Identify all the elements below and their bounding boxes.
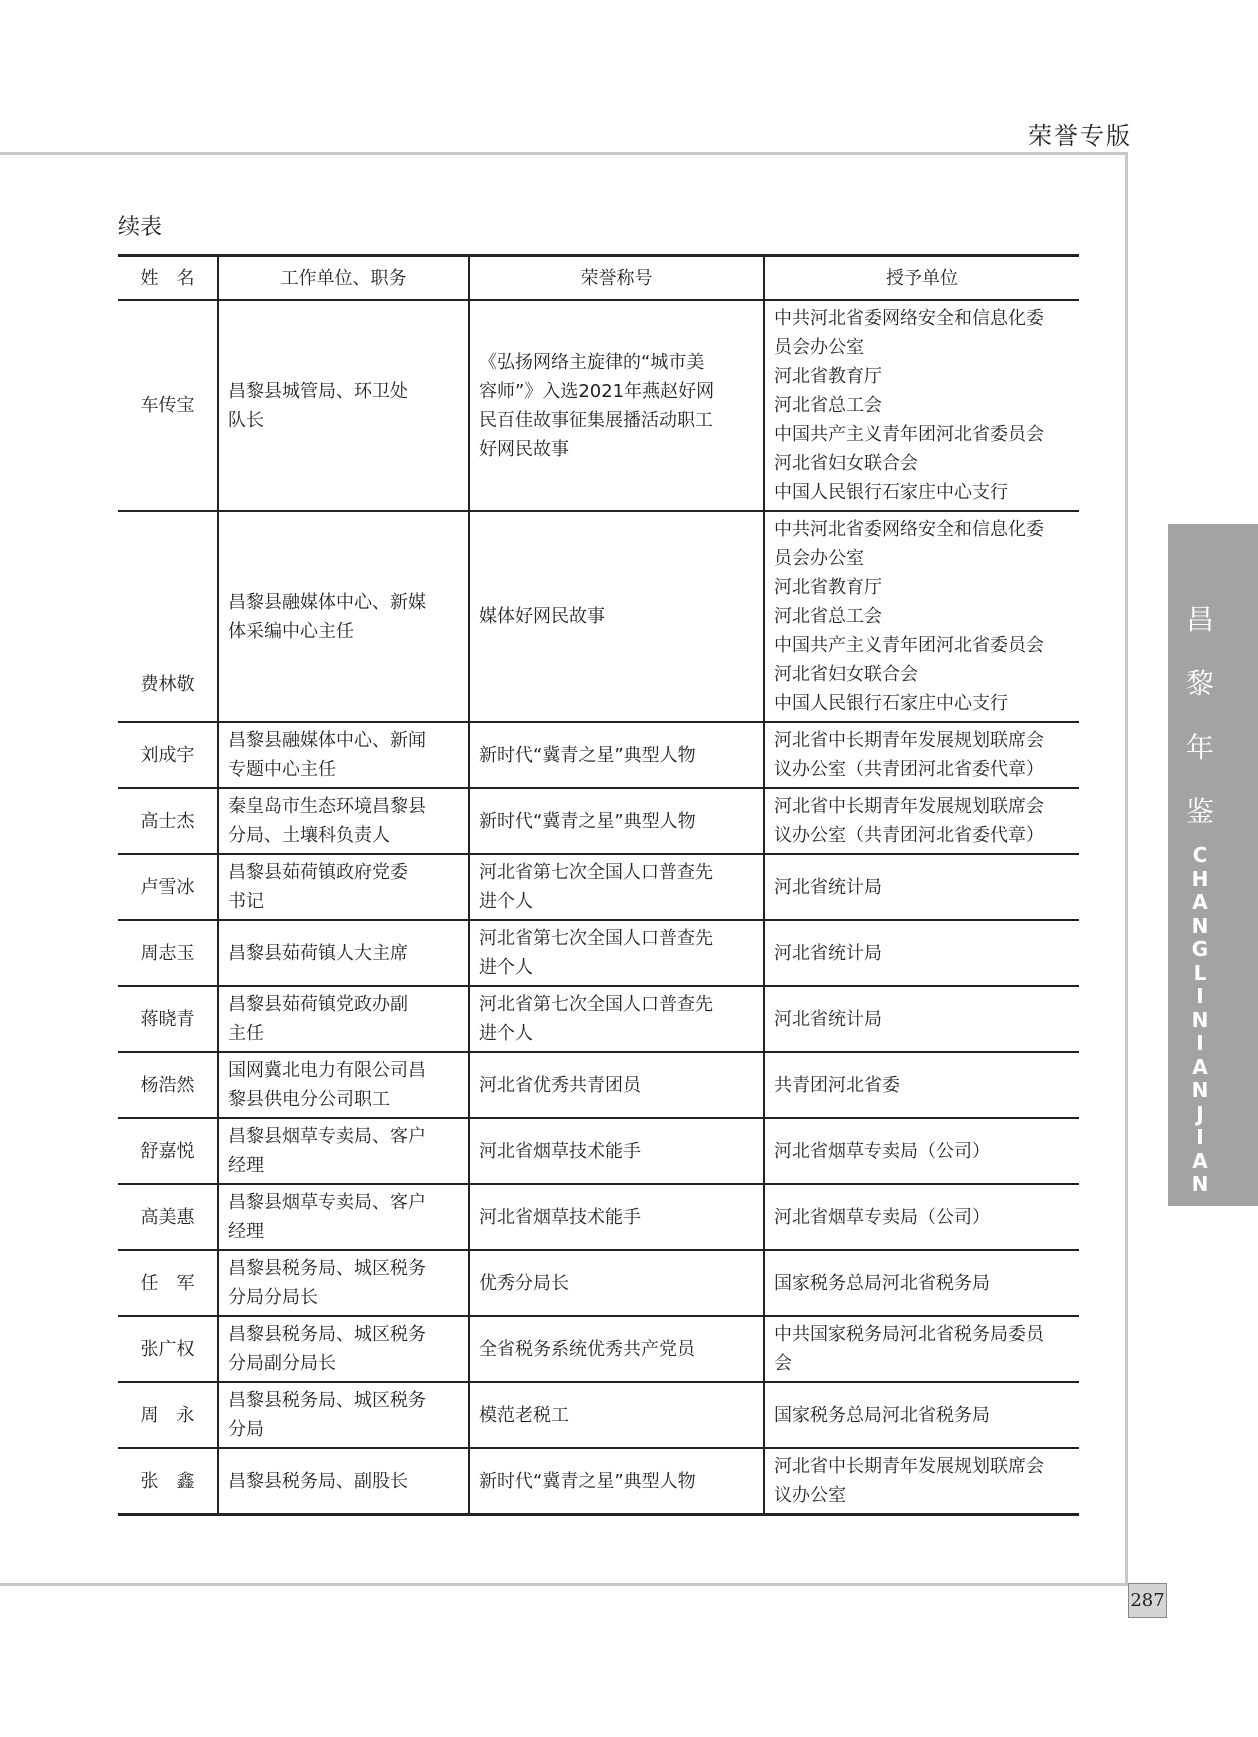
cell-line: 进个人 <box>479 957 533 978</box>
cell-line: 主任 <box>228 1023 264 1044</box>
cell-grantor <box>764 1316 1079 1382</box>
cell-name: 车传宝 <box>118 300 218 511</box>
side-tab-letter: I <box>1196 1125 1204 1149</box>
cell-line: 体采编中心主任 <box>228 620 354 642</box>
cell-line: 河北省优秀共青团员 <box>479 1074 641 1096</box>
cell-line: 分局 <box>228 1419 264 1440</box>
column-header-grantor: 授予单位 <box>764 256 1079 301</box>
cell-line: 国网冀北电力有限公司昌 <box>228 1060 426 1081</box>
table-row <box>118 1382 1079 1448</box>
cell-line: 昌黎县茹荷镇人大主席 <box>228 942 408 964</box>
table-row <box>118 1250 1079 1316</box>
cell-line: 昌黎县城管局、环卫处 <box>228 380 408 402</box>
cell-line: 经理 <box>228 1221 264 1242</box>
cell-unit <box>218 986 469 1052</box>
cell-line: 国家税务总局河北省税务局 <box>774 1404 990 1426</box>
section-title: 荣誉专版 <box>1028 122 1132 150</box>
cell-name: 卢雪冰 <box>118 854 218 920</box>
side-tab <box>1168 524 1258 1206</box>
cell-line: 河北省第七次全国人口普查先 <box>479 994 713 1015</box>
cell-line: 分局分局长 <box>228 1287 318 1308</box>
cell-line: 河北省烟草专卖局（公司） <box>774 1140 990 1162</box>
cell-honor <box>469 722 764 788</box>
cell-line: 河北省中长期青年发展规划联席会 <box>774 1456 1044 1477</box>
cell-line: 河北省总工会 <box>774 395 882 416</box>
side-tab-letter: I <box>1196 984 1204 1008</box>
cell-grantor <box>764 722 1079 788</box>
cell-grantor <box>764 1052 1079 1118</box>
cell-line: 优秀分局长 <box>479 1272 569 1294</box>
cell-unit <box>218 1052 469 1118</box>
cell-line: 中国人民银行石家庄中心支行 <box>774 482 1008 503</box>
cell-name: 费林敬 <box>118 511 218 722</box>
cell-unit <box>218 1250 469 1316</box>
table-row <box>118 300 1079 511</box>
cell-name: 高士杰 <box>118 788 218 854</box>
cell-line: 员会办公室 <box>774 548 864 569</box>
table-header-row <box>118 256 1079 301</box>
side-tab-char: 黎 <box>1185 667 1214 700</box>
cell-unit <box>218 920 469 986</box>
cell-line: 新时代“冀青之星”典型人物 <box>479 810 696 832</box>
cell-line: 中国共产主义青年团河北省委员会 <box>774 424 1044 445</box>
cell-grantor <box>764 1118 1079 1184</box>
cell-line: 中国共产主义青年团河北省委员会 <box>774 635 1044 656</box>
cell-line: 昌黎县税务局、副股长 <box>228 1470 408 1492</box>
cell-grantor <box>764 1382 1079 1448</box>
cell-line: 河北省第七次全国人口普查先 <box>479 862 713 883</box>
cell-unit <box>218 788 469 854</box>
side-tab-pinyin <box>1168 844 1232 1197</box>
cell-line: 河北省中长期青年发展规划联席会 <box>774 796 1044 817</box>
cell-unit <box>218 1448 469 1515</box>
side-tab-letter: N <box>1191 1078 1209 1102</box>
cell-name: 张广权 <box>118 1316 218 1382</box>
cell-line: 中共河北省委网络安全和信息化委 <box>774 308 1044 329</box>
table-title: 续表 <box>118 215 163 240</box>
table-row <box>118 511 1079 722</box>
cell-grantor <box>764 986 1079 1052</box>
cell-line: 队长 <box>228 409 264 431</box>
cell-unit <box>218 722 469 788</box>
cell-grantor <box>764 1448 1079 1515</box>
cell-line: 中国人民银行石家庄中心支行 <box>774 693 1008 714</box>
cell-name: 张 鑫 <box>118 1448 218 1515</box>
side-tab-letter: N <box>1191 913 1209 938</box>
cell-line: 新时代“冀青之星”典型人物 <box>479 1470 696 1492</box>
cell-honor <box>469 300 764 511</box>
table-row <box>118 1052 1079 1118</box>
cell-line: 黎县供电分公司职工 <box>228 1089 390 1110</box>
honor-table <box>118 254 1079 1516</box>
cell-unit <box>218 511 469 722</box>
side-tab-letter: C <box>1192 843 1208 867</box>
table-row <box>118 986 1079 1052</box>
cell-line: 昌黎县税务局、城区税务 <box>228 1258 426 1279</box>
cell-line: 中共国家税务局河北省税务局委员 <box>774 1324 1044 1345</box>
cell-honor <box>469 1052 764 1118</box>
side-tab-letter: J <box>1196 1101 1204 1126</box>
table-row <box>118 722 1079 788</box>
cell-line: 全省税务系统优秀共产党员 <box>479 1338 695 1360</box>
table-row <box>118 854 1079 920</box>
cell-line: 昌黎县融媒体中心、新媒 <box>228 591 426 613</box>
table-row <box>118 788 1079 854</box>
cell-name: 蒋晓青 <box>118 986 218 1052</box>
side-tab-char: 鉴 <box>1185 795 1214 828</box>
column-header-honor: 荣誉称号 <box>469 256 764 301</box>
cell-line: 河北省烟草专卖局（公司） <box>774 1206 990 1228</box>
cell-name: 刘成宇 <box>118 722 218 788</box>
side-tab-letter: A <box>1192 1054 1208 1079</box>
cell-honor <box>469 986 764 1052</box>
table-body <box>118 300 1079 1515</box>
cell-line: 河北省妇女联合会 <box>774 664 918 685</box>
cell-line: 河北省教育厅 <box>774 577 882 598</box>
cell-unit <box>218 300 469 511</box>
cell-line: 会 <box>774 1353 792 1374</box>
side-tab-char: 昌 <box>1185 603 1214 636</box>
cell-line: 员会办公室 <box>774 337 864 358</box>
cell-honor <box>469 1316 764 1382</box>
cell-grantor <box>764 1250 1079 1316</box>
cell-honor <box>469 1250 764 1316</box>
cell-name: 任 军 <box>118 1250 218 1316</box>
cell-line: 专题中心主任 <box>228 759 336 780</box>
cell-line: 《弘扬网络主旋律的“城市美 <box>479 351 705 373</box>
cell-line: 书记 <box>228 891 264 912</box>
cell-honor <box>469 788 764 854</box>
cell-line: 河北省总工会 <box>774 606 882 627</box>
cell-name: 杨浩然 <box>118 1052 218 1118</box>
cell-line: 进个人 <box>479 891 533 912</box>
cell-honor <box>469 854 764 920</box>
cell-grantor <box>764 788 1079 854</box>
cell-line: 新时代“冀青之星”典型人物 <box>479 744 696 766</box>
cell-grantor <box>764 300 1079 511</box>
cell-line: 昌黎县税务局、城区税务 <box>228 1390 426 1411</box>
cell-line: 昌黎县茹荷镇政府党委 <box>228 862 408 883</box>
cell-line: 昌黎县烟草专卖局、客户 <box>228 1126 426 1147</box>
cell-line: 昌黎县茹荷镇党政办副 <box>228 994 408 1015</box>
cell-honor <box>469 1382 764 1448</box>
cell-line: 媒体好网民故事 <box>479 606 605 627</box>
page-frame-right <box>1125 152 1128 1586</box>
page-number: 287 <box>1128 1583 1167 1618</box>
cell-line: 秦皇岛市生态环境昌黎县 <box>228 796 426 817</box>
cell-line: 昌黎县税务局、城区税务 <box>228 1324 426 1345</box>
cell-unit <box>218 1382 469 1448</box>
cell-line: 河北省第七次全国人口普查先 <box>479 928 713 949</box>
cell-grantor <box>764 511 1079 722</box>
side-tab-letter: H <box>1191 866 1209 891</box>
table-row <box>118 1316 1079 1382</box>
table-row <box>118 1118 1079 1184</box>
cell-name: 周 永 <box>118 1382 218 1448</box>
side-tab-letter: A <box>1192 890 1208 914</box>
table-row <box>118 1184 1079 1250</box>
cell-line: 经理 <box>228 1155 264 1176</box>
side-tab-letter: A <box>1192 1148 1208 1173</box>
table-row <box>118 1448 1079 1515</box>
cell-line: 河北省妇女联合会 <box>774 453 918 474</box>
cell-line: 进个人 <box>479 1023 533 1044</box>
cell-line: 容师”》入选2021年燕赵好网 <box>479 380 715 402</box>
cell-line: 河北省统计局 <box>774 942 882 964</box>
cell-line: 分局、土壤科负责人 <box>228 825 390 846</box>
cell-grantor <box>764 1184 1079 1250</box>
cell-line: 河北省烟草技术能手 <box>479 1206 641 1228</box>
cell-unit <box>218 1316 469 1382</box>
cell-line: 河北省中长期青年发展规划联席会 <box>774 730 1044 751</box>
side-tab-letter: N <box>1191 1007 1209 1032</box>
cell-name: 舒嘉悦 <box>118 1118 218 1184</box>
page-frame-top <box>0 152 1128 155</box>
cell-unit <box>218 1118 469 1184</box>
column-header-unit: 工作单位、职务 <box>218 256 469 301</box>
side-tab-letter: L <box>1193 960 1207 985</box>
side-tab-letter: I <box>1196 1031 1204 1055</box>
cell-line: 河北省统计局 <box>774 1008 882 1030</box>
cell-honor <box>469 511 764 722</box>
cell-honor <box>469 1448 764 1515</box>
cell-grantor <box>764 920 1079 986</box>
side-tab-letter: N <box>1191 1172 1209 1196</box>
cell-line: 河北省统计局 <box>774 876 882 898</box>
cell-unit <box>218 854 469 920</box>
cell-line: 好网民故事 <box>479 438 569 460</box>
table-row <box>118 920 1079 986</box>
column-header-name: 姓 名 <box>118 256 218 301</box>
cell-honor <box>469 1184 764 1250</box>
page-frame-bottom <box>0 1583 1128 1586</box>
cell-grantor <box>764 854 1079 920</box>
side-tab-title <box>1168 588 1232 844</box>
side-tab-char: 年 <box>1185 731 1214 764</box>
cell-line: 议办公室（共青团河北省委代章） <box>774 825 1044 846</box>
cell-line: 河北省烟草技术能手 <box>479 1140 641 1162</box>
cell-line: 河北省教育厅 <box>774 366 882 387</box>
cell-line: 议办公室（共青团河北省委代章） <box>774 759 1044 780</box>
cell-line: 中共河北省委网络安全和信息化委 <box>774 519 1044 540</box>
cell-honor <box>469 920 764 986</box>
cell-name: 高美惠 <box>118 1184 218 1250</box>
side-tab-letter: G <box>1191 937 1209 961</box>
cell-line: 国家税务总局河北省税务局 <box>774 1272 990 1294</box>
cell-line: 模范老税工 <box>479 1404 569 1426</box>
cell-name: 周志玉 <box>118 920 218 986</box>
cell-unit <box>218 1184 469 1250</box>
cell-line: 民百佳故事征集展播活动职工 <box>479 409 713 431</box>
cell-line: 分局副分局长 <box>228 1353 336 1374</box>
cell-line: 议办公室 <box>774 1485 846 1506</box>
cell-line: 昌黎县融媒体中心、新闻 <box>228 730 426 751</box>
cell-line: 昌黎县烟草专卖局、客户 <box>228 1192 426 1213</box>
cell-line: 共青团河北省委 <box>774 1074 900 1096</box>
cell-honor <box>469 1118 764 1184</box>
